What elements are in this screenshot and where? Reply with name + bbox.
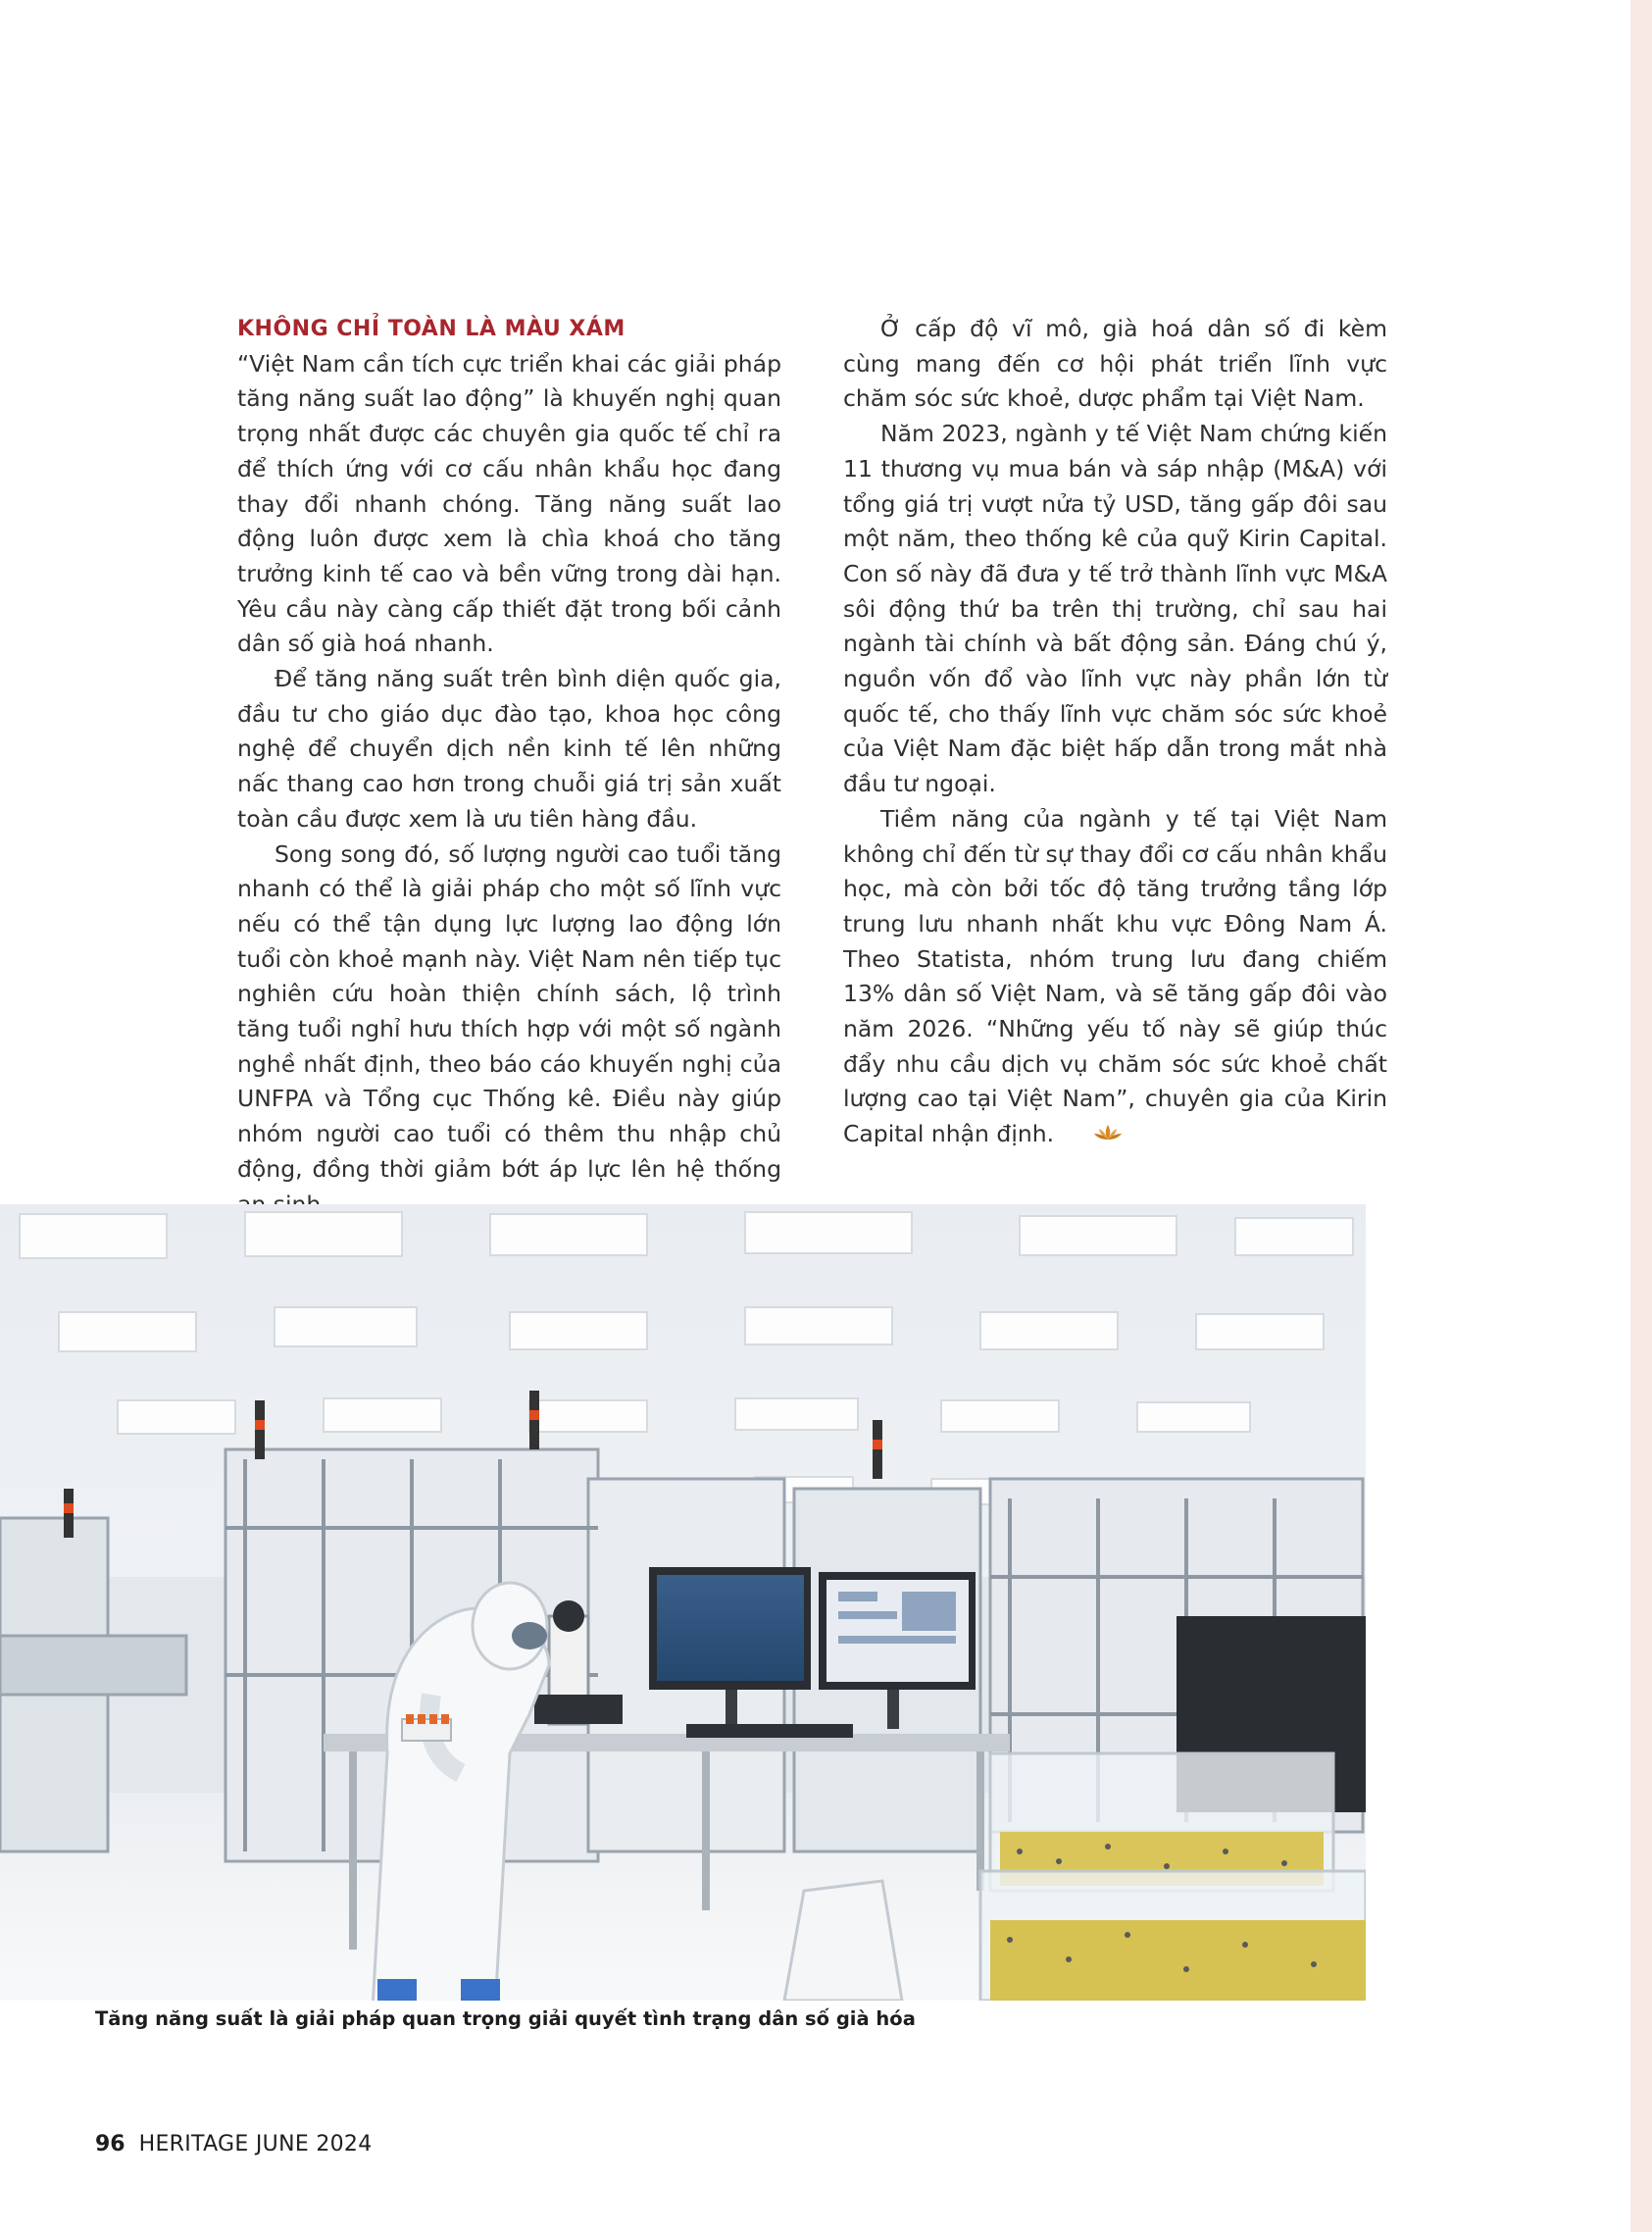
lotus-icon xyxy=(1056,1117,1123,1152)
photo-caption: Tăng năng suất là giải pháp quan trọng giải quyết tình trạng dân số già hóa xyxy=(95,2007,916,2030)
magazine-issue: HERITAGE JUNE 2024 xyxy=(138,2132,373,2156)
paragraph-text: Tiềm năng của ngành y tế tại Việt Nam không chỉ đến từ sự thay đổi cơ cấu nhân khẩu học, mà còn bởi tốc độ tăng trưởng tầng lớp trung lưu nhanh nhất khu vực Đông Nam Á. Theo Statista, nhóm trung lưu đang chiếm 13% dân số Việt Nam, và sẽ tăng gấp đôi vào năm 2026. “Những yếu tố này sẽ giúp thúc đẩy nhu cầu dịch vụ chăm sóc sức khoẻ chất lượng cao tại Việt Nam”, chuyên gia của Kirin Capital nhận định. xyxy=(843,804,1387,1148)
page-footer xyxy=(95,2132,373,2156)
paragraph: Song song đó, số lượng người cao tuổi tăng nhanh có thể là giải pháp cho một số lĩnh vực nếu có thể tận dụng lực lượng lao động lớn tuổi còn khoẻ mạnh này. Việt Nam nên tiếp tục nghiên cứu hoàn thiện chính sách, lộ trình tăng tuổi nghỉ hưu thích hợp với một số ngành nghề nhất định, theo báo cáo khuyến nghị của UNFPA và Tổng cục Thống kê. Điều này giúp nhóm người cao tuổi có thêm thu nhập chủ động, đồng thời giảm bớt áp lực lên hệ thống xyxy=(237,839,781,1183)
paragraph: “Việt Nam cần tích cực triển khai các giải pháp tăng năng suất lao động” là khuyến nghị quan trọng nhất được các chuyên gia quốc tế chỉ ra để thích ứng với cơ cấu nhân khẩu học đang thay đổi nhanh chóng. Tăng năng suất lao động luôn được xem là chìa khoá cho tăng trưởng kinh tế cao và bền vững trong dài hạn. Yêu cầu này càng cấp thiết đặt trong bối cảnh dân số già hoá nhanh. xyxy=(237,349,781,658)
page-number: 96 xyxy=(95,2132,125,2156)
paragraph: Năm 2023, ngành y tế Việt Nam chứng kiến 11 thương vụ mua bán và sáp nhập (M&A) với tổng giá trị vượt nửa tỷ USD, tăng gấp đôi sau một năm, theo thống kê của quỹ Kirin Capital. Con số này đã đưa y tế trở thành lĩnh vực M&A sôi động thứ ba trên thị trường, chỉ sau hai ngành tài chính và bất động sản. Đáng chú ý, nguồn vốn đổ vào lĩnh vực này phần lớn từ quốc tế, cho thấy lĩnh vực chăm sóc sức khoẻ của Việt Nam đặc biệt hấp dẫn trong mắt nhà đầu tư ngoại. xyxy=(843,420,1387,798)
paragraph: Ở cấp độ vĩ mô, già hoá dân số đi kèm cùng mang đến cơ hội phát triển lĩnh vực chăm sóc sức khoẻ, dược phẩm tại Việt Nam. xyxy=(843,315,1387,413)
paragraph xyxy=(843,802,1387,1152)
page-edge-strip xyxy=(1630,0,1652,2232)
article-column-right xyxy=(843,312,1387,1152)
lab-photo xyxy=(0,1204,1366,2001)
section-heading: KHÔNG CHỈ TOÀN LÀ MÀU XÁM xyxy=(237,317,626,341)
paragraph: Để tăng năng suất trên bình diện quốc gia, đầu tư cho giáo dục đào tạo, khoa học công nghệ để chuyển dịch nền kinh tế lên những nấc thang cao hơn trong chuỗi giá trị sản xuất toàn cầu được xem là ưu tiên hàng đầu. xyxy=(237,665,781,833)
article-column-left xyxy=(237,312,781,1222)
